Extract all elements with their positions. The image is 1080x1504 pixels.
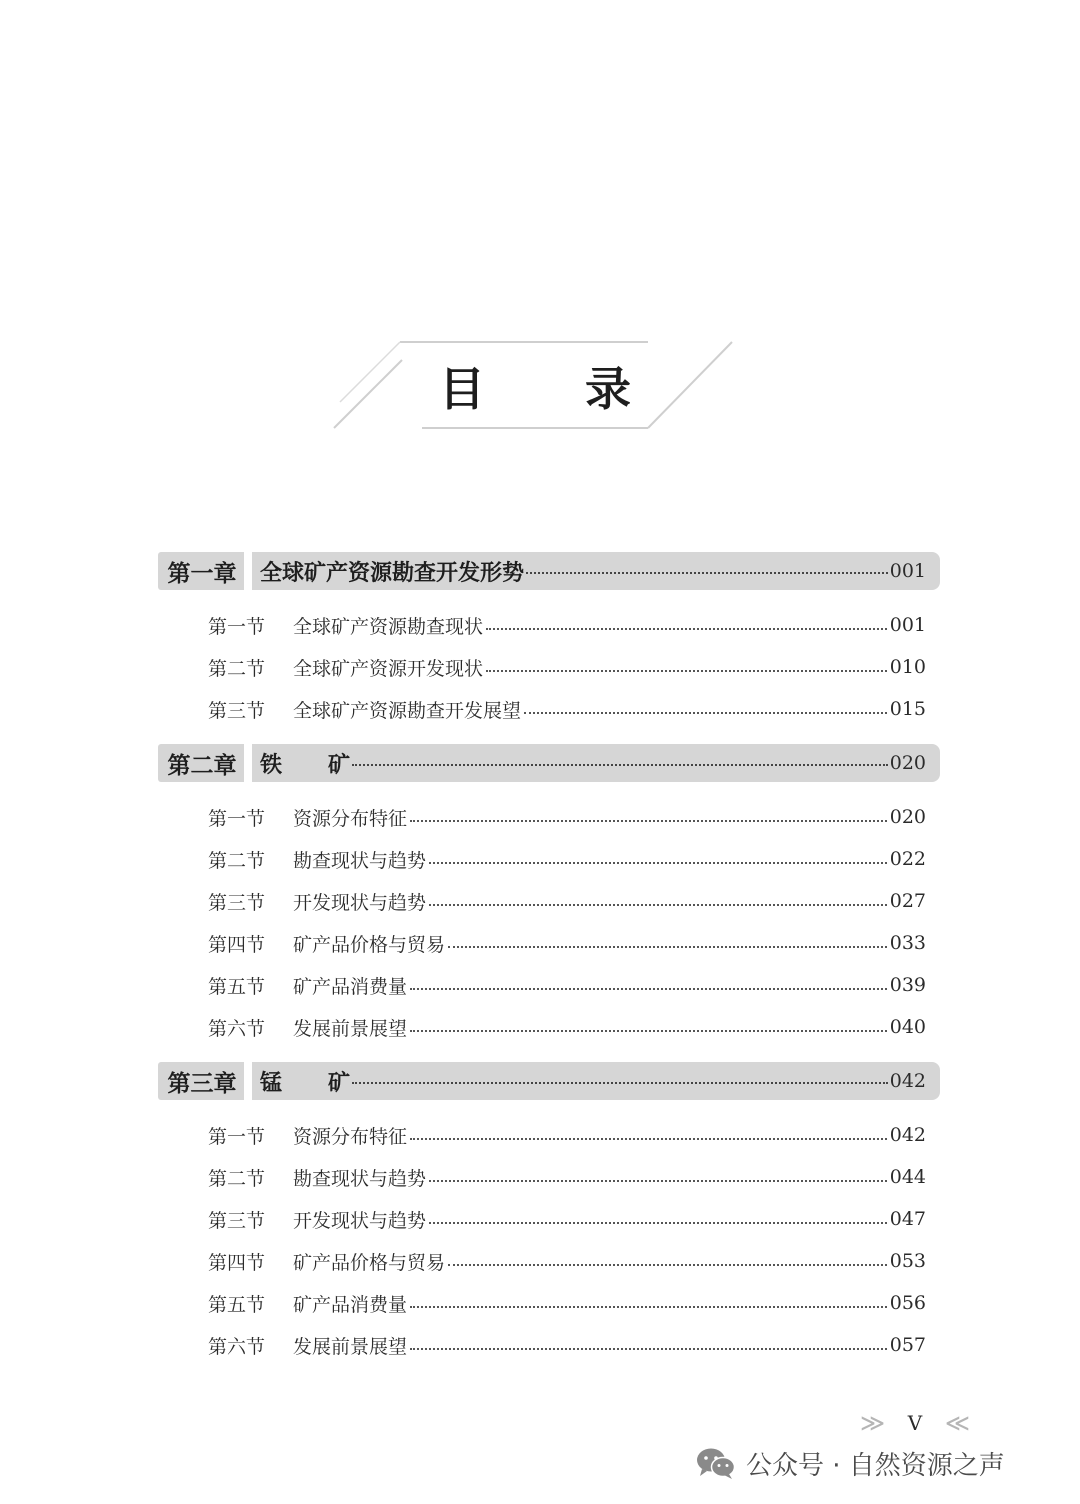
section-number: 第二节 — [208, 657, 266, 680]
chapter-title-part-2: 矿 — [328, 1069, 351, 1096]
section-title: 勘查现状与趋势 — [293, 1167, 427, 1190]
section-page-number: 027 — [889, 890, 926, 912]
chapter-page-number: 001 — [889, 560, 926, 582]
section-number: 第二节 — [208, 849, 266, 872]
chapter-title-part-1: 铁 — [260, 751, 283, 778]
toc-title-banner — [330, 336, 740, 436]
section-title: 矿产品价格与贸易 — [293, 933, 446, 956]
title-char-2: 录 — [585, 362, 631, 416]
section-page-number: 047 — [889, 1208, 926, 1230]
section-title: 矿产品消费量 — [293, 975, 408, 998]
chapter-page-number: 042 — [889, 1070, 926, 1092]
wechat-watermark — [696, 1438, 1005, 1488]
title-char-1: 目 — [439, 362, 485, 416]
chapter-1-entry[interactable] — [158, 552, 940, 590]
dot-leader — [410, 1138, 887, 1140]
table-of-contents — [158, 552, 940, 1380]
section-number: 第三节 — [208, 699, 266, 722]
section-title: 全球矿产资源开发现状 — [293, 657, 484, 680]
chapter-title-part-2: 矿 — [328, 751, 351, 778]
section-entry[interactable] — [158, 964, 940, 1006]
section-entry[interactable] — [158, 1114, 940, 1156]
wechat-icon — [696, 1446, 736, 1480]
section-page-number: 057 — [889, 1334, 926, 1356]
section-page-number: 056 — [889, 1292, 926, 1314]
section-entry[interactable] — [158, 838, 940, 880]
chapter-3-sections — [158, 1114, 940, 1366]
dot-leader — [429, 904, 887, 906]
section-title: 开发现状与趋势 — [293, 891, 427, 914]
section-title: 全球矿产资源勘查现状 — [293, 615, 484, 638]
chapter-number: 第一章 — [158, 552, 244, 590]
section-entry[interactable] — [158, 880, 940, 922]
chapter-number: 第三章 — [158, 1062, 244, 1100]
section-number: 第一节 — [208, 1125, 266, 1148]
double-chevron-right-icon: ≫ — [860, 1409, 886, 1437]
section-entry[interactable] — [158, 1198, 940, 1240]
section-entry[interactable] — [158, 688, 940, 730]
chapter-title — [260, 748, 350, 779]
chapter-title-part-1: 锰 — [260, 1069, 283, 1096]
dot-leader — [448, 1264, 887, 1266]
section-entry[interactable] — [158, 646, 940, 688]
section-number: 第五节 — [208, 975, 266, 998]
dot-leader — [448, 946, 887, 948]
section-title: 全球矿产资源勘查开发展望 — [293, 699, 522, 722]
dot-leader — [486, 670, 887, 672]
section-entry[interactable] — [158, 796, 940, 838]
chapter-number: 第二章 — [158, 744, 244, 782]
dot-leader — [486, 628, 887, 630]
watermark-text: 公众号 · 自然资源之声 — [746, 1450, 1005, 1481]
section-page-number: 010 — [889, 656, 926, 678]
section-number: 第五节 — [208, 1293, 266, 1316]
section-title: 矿产品价格与贸易 — [293, 1251, 446, 1274]
chapter-2-sections — [158, 796, 940, 1048]
section-entry[interactable] — [158, 1324, 940, 1366]
dot-leader — [526, 572, 888, 574]
page-title — [330, 336, 740, 436]
section-number: 第一节 — [208, 807, 266, 830]
dot-leader — [429, 862, 887, 864]
chapter-title: 全球矿产资源勘查开发形势 — [260, 559, 525, 586]
section-page-number: 039 — [889, 974, 926, 996]
section-page-number: 042 — [889, 1124, 926, 1146]
page-number: V — [907, 1411, 923, 1435]
section-entry[interactable] — [158, 1006, 940, 1048]
chapter-2-entry[interactable] — [158, 744, 940, 782]
section-entry[interactable] — [158, 922, 940, 964]
dot-leader — [352, 764, 888, 766]
chapter-page-number: 020 — [889, 752, 926, 774]
section-title: 开发现状与趋势 — [293, 1209, 427, 1232]
section-number: 第四节 — [208, 933, 266, 956]
section-title: 发展前景展望 — [293, 1017, 408, 1040]
section-number: 第六节 — [208, 1017, 266, 1040]
section-title: 勘查现状与趋势 — [293, 849, 427, 872]
section-title: 发展前景展望 — [293, 1335, 408, 1358]
section-entry[interactable] — [158, 1240, 940, 1282]
section-page-number: 044 — [889, 1166, 926, 1188]
section-page-number: 053 — [889, 1250, 926, 1272]
section-number: 第三节 — [208, 1209, 266, 1232]
section-page-number: 033 — [889, 932, 926, 954]
section-entry[interactable] — [158, 604, 940, 646]
section-page-number: 022 — [889, 848, 926, 870]
section-page-number: 001 — [889, 614, 926, 636]
dot-leader — [429, 1222, 887, 1224]
dot-leader — [429, 1180, 887, 1182]
section-number: 第三节 — [208, 891, 266, 914]
dot-leader — [352, 1082, 888, 1084]
section-page-number: 015 — [889, 698, 926, 720]
page-number-footer — [860, 1408, 970, 1438]
section-title: 矿产品消费量 — [293, 1293, 408, 1316]
chapter-3-entry[interactable] — [158, 1062, 940, 1100]
section-number: 第二节 — [208, 1167, 266, 1190]
section-entry[interactable] — [158, 1282, 940, 1324]
section-title: 资源分布特征 — [293, 807, 408, 830]
dot-leader — [410, 1306, 887, 1308]
dot-leader — [410, 1348, 887, 1350]
section-page-number: 020 — [889, 806, 926, 828]
dot-leader — [524, 712, 887, 714]
section-number: 第六节 — [208, 1335, 266, 1358]
section-number: 第一节 — [208, 615, 266, 638]
dot-leader — [410, 1030, 887, 1032]
section-page-number: 040 — [889, 1016, 926, 1038]
chapter-title — [260, 1066, 350, 1097]
section-title: 资源分布特征 — [293, 1125, 408, 1148]
section-entry[interactable] — [158, 1156, 940, 1198]
dot-leader — [410, 988, 887, 990]
chapter-1-sections — [158, 604, 940, 730]
dot-leader — [410, 820, 887, 822]
section-number: 第四节 — [208, 1251, 266, 1274]
double-chevron-left-icon: ≪ — [944, 1409, 970, 1437]
